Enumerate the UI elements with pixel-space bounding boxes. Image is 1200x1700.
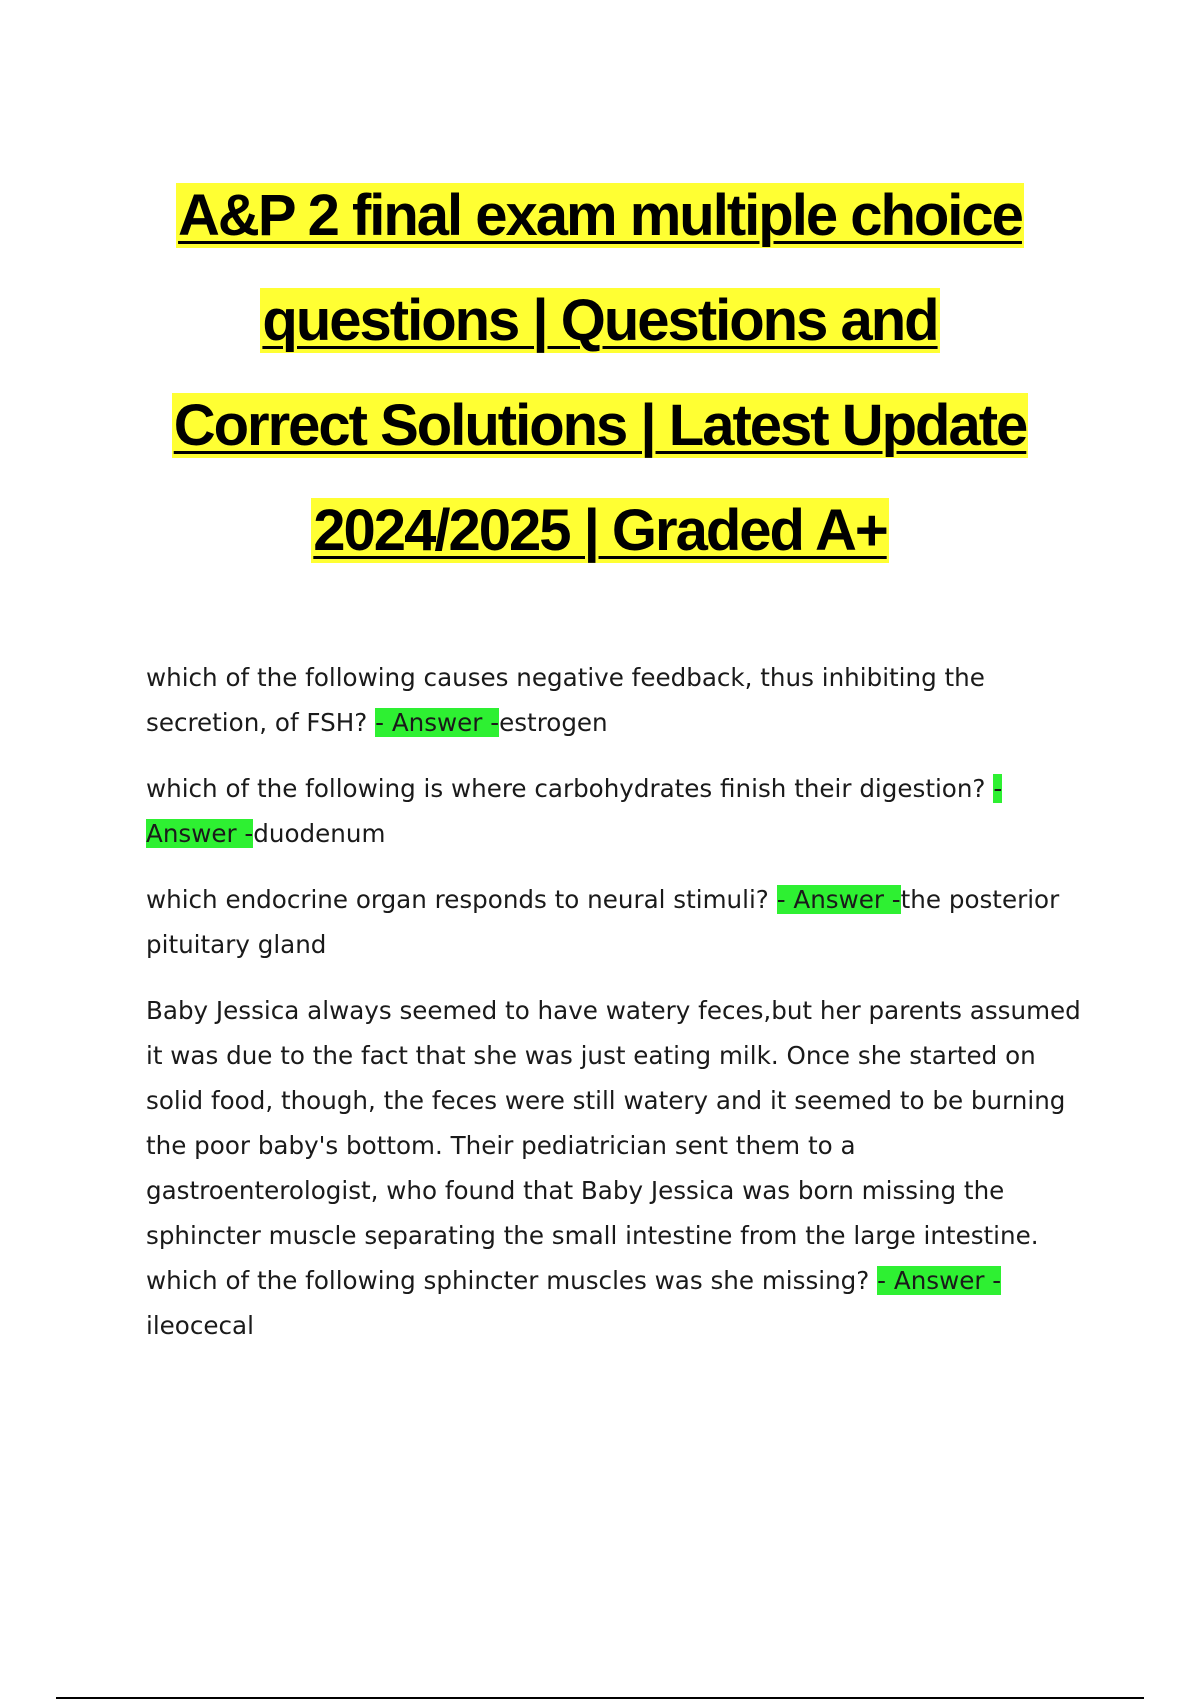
question-text: Baby Jessica always seemed to have watery feces,but her parents assumed it was due to the fact that she was just eating milk. Once she started on solid food, though, the feces were still watery and it seemed to be burning the poor baby's bottom. Their pediatrician sent them to a gastroenterologist, who found that Baby Jessica was born missing the sphincter muscle separating the small intestine from the large intestine. which of the following sphincter muscles was she missing? [146, 996, 1081, 1295]
title-line-text: 2024/2025 | Graded A+ [313, 498, 887, 563]
title-line-text: A&P 2 final exam multiple choice [178, 183, 1022, 248]
qa-list [146, 655, 1091, 1369]
page-divider [56, 1697, 1144, 1699]
question-text: which of the following causes negative feedback, thus inhibiting the secretion, of FSH? [146, 663, 985, 737]
qa-item [146, 988, 1091, 1348]
title-line-text: questions | Questions and [262, 288, 938, 353]
answer-text: the posterior pituitary gland [146, 885, 1060, 959]
qa-item [146, 766, 1091, 856]
answer-text: estrogen [499, 708, 608, 737]
qa-item [146, 655, 1091, 745]
title-line [100, 478, 1100, 583]
answer-text: ileocecal [146, 1311, 254, 1340]
document-title [100, 163, 1100, 583]
question-text: which endocrine organ responds to neural stimuli? [146, 885, 769, 914]
title-line-text: Correct Solutions | Latest Update [173, 393, 1027, 458]
answer-text: duodenum [253, 819, 386, 848]
qa-item [146, 877, 1091, 967]
title-line [100, 163, 1100, 268]
title-line [100, 373, 1100, 478]
answer-marker: - Answer - [146, 774, 1003, 848]
question-text: which of the following is where carbohydrates finish their digestion? [146, 774, 986, 803]
title-line [100, 268, 1100, 373]
answer-marker: - Answer - [375, 708, 500, 737]
answer-marker: - Answer - [776, 885, 901, 914]
answer-marker: - Answer - [877, 1266, 1002, 1295]
